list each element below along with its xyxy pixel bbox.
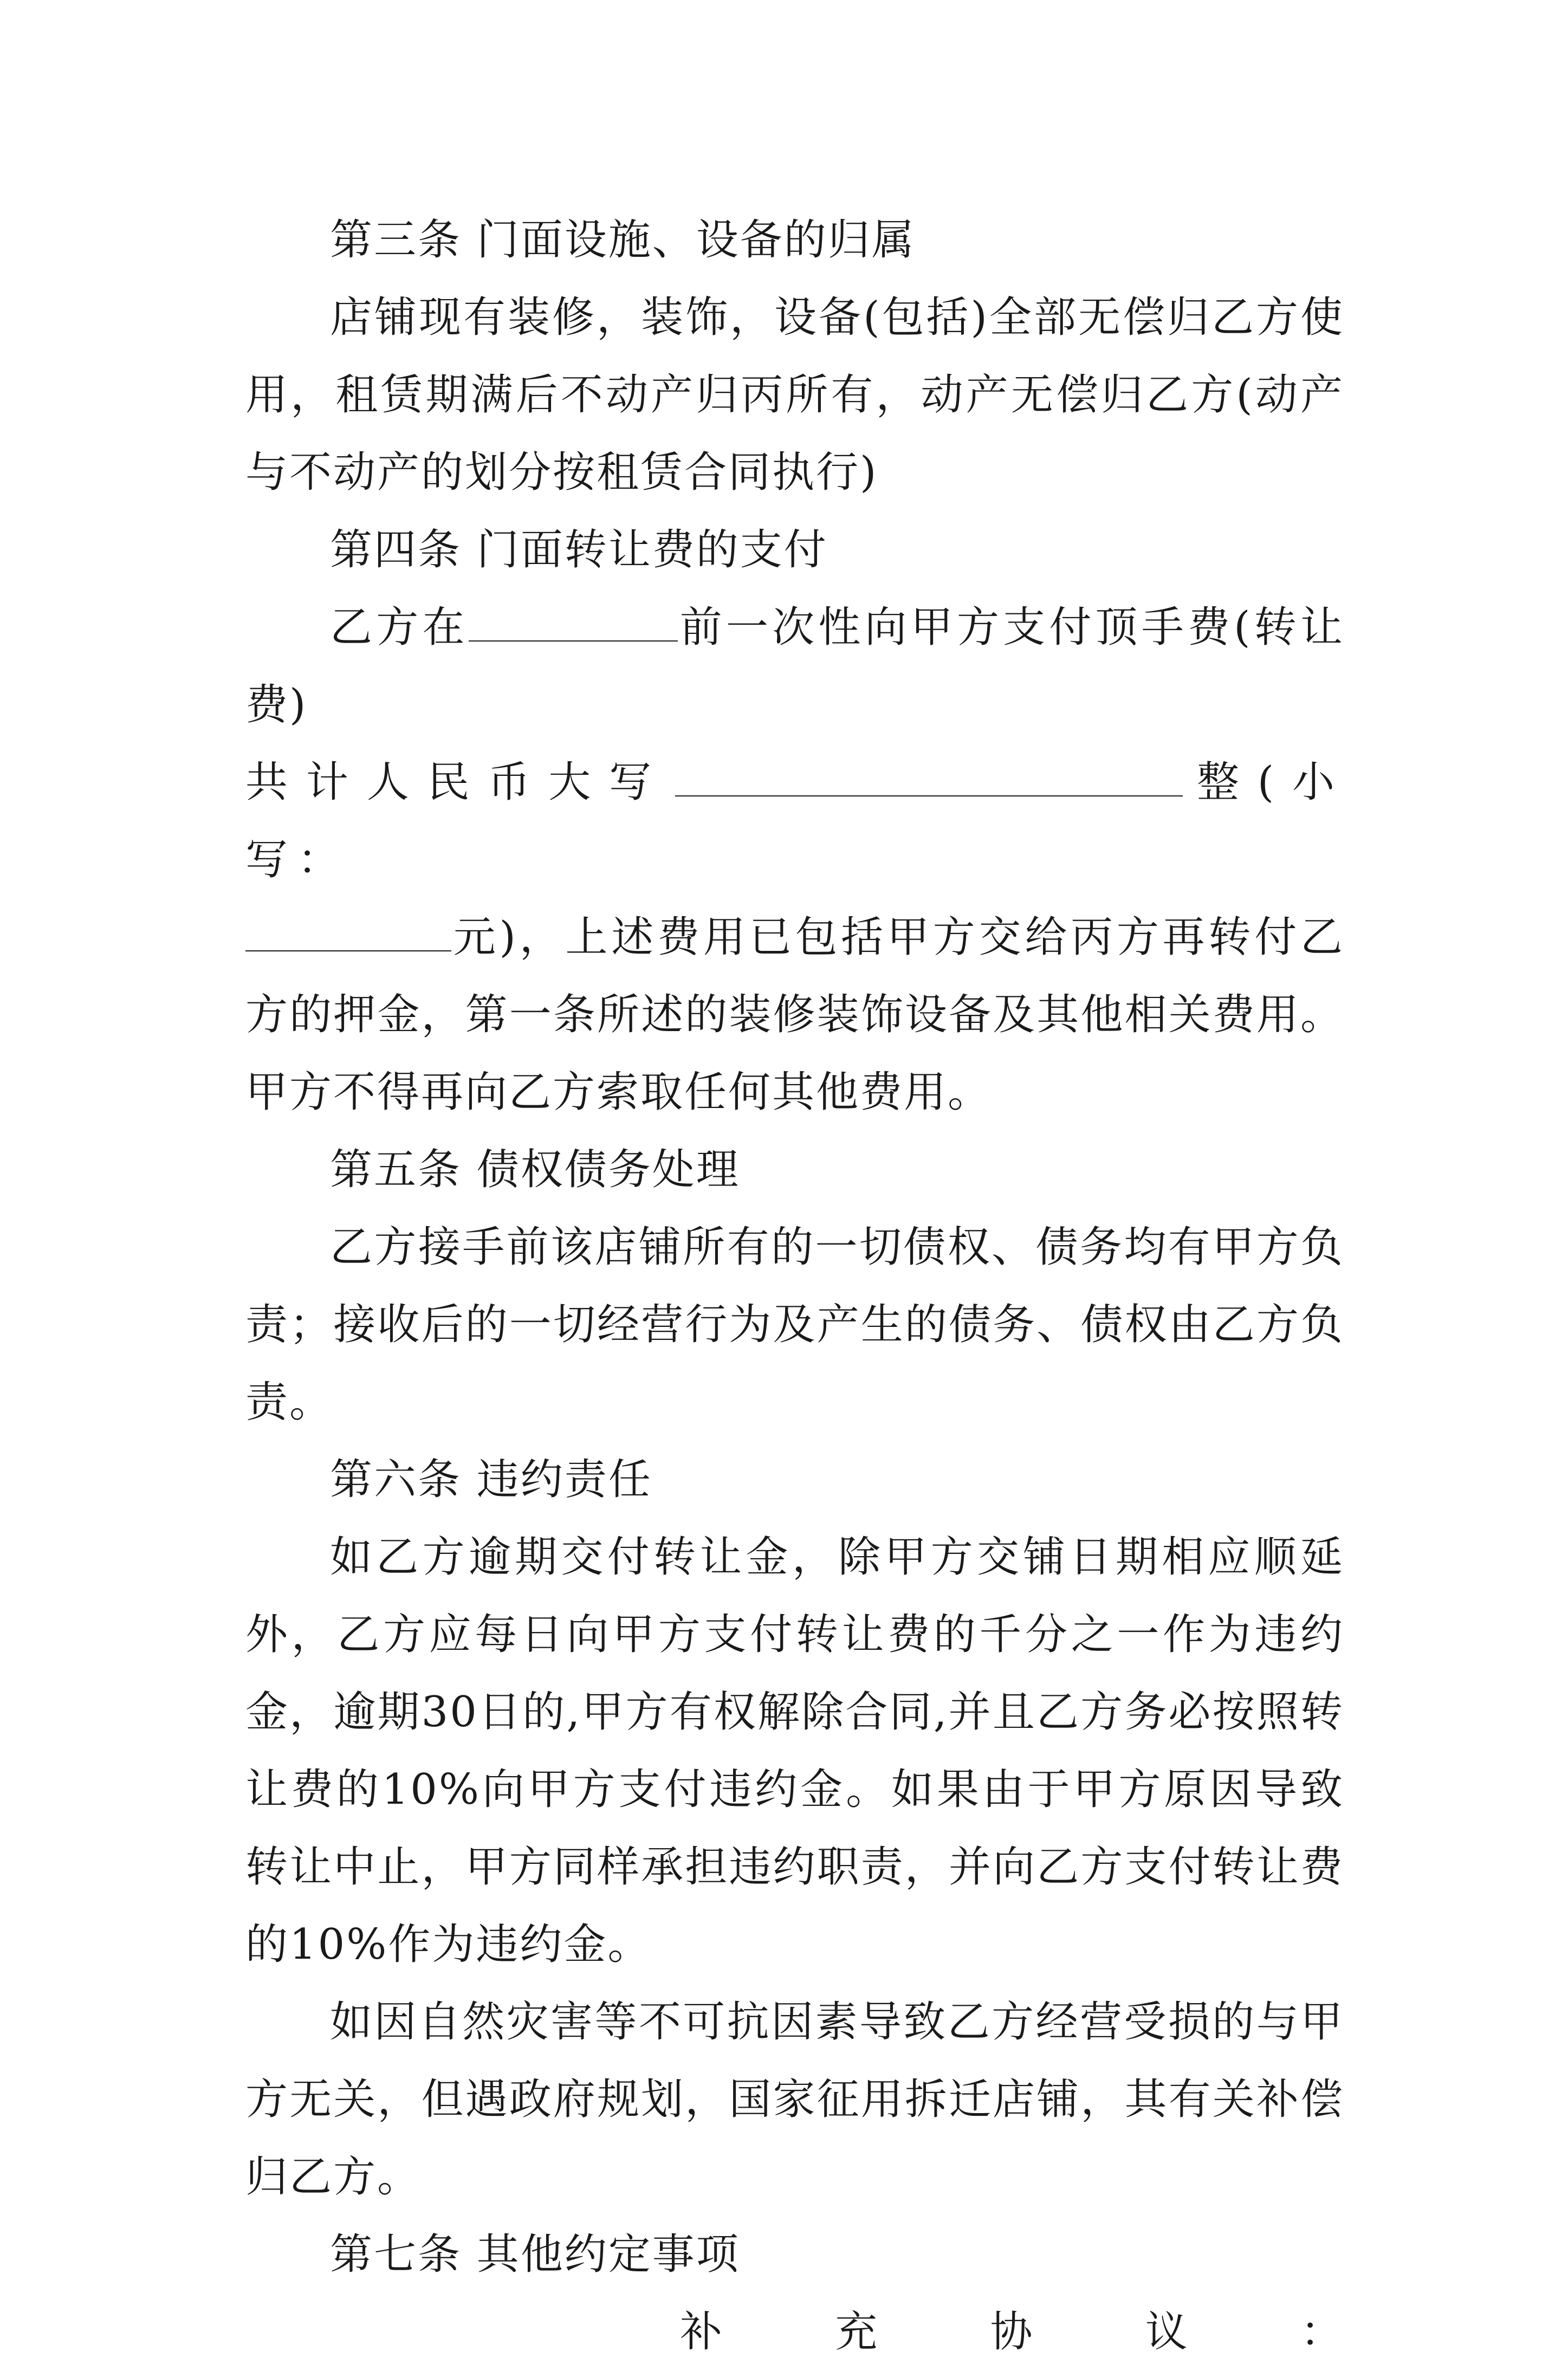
article-6-body-1: 如乙方逾期交付转让金，除甲方交铺日期相应顺延外，乙方应每日向甲方支付转让费的千分之一作为违约金，逾期30日的,甲方有权解除合同,并且乙方务必按照转让费的10%向甲方支付违约金。如果由于甲方原因导致转让中止，甲方同样承担违约职责，并向乙方支付转让费的10%作为违约金。 — [245, 1533, 1344, 1969]
supplementary-agreement-label — [245, 2294, 1344, 2371]
article-4-text-1b: 前一次性向甲方支付顶手费(转让费) — [245, 603, 1344, 729]
supp-char: 协 — [990, 2308, 1034, 2356]
payment-date-blank[interactable] — [469, 607, 678, 642]
article-4-title: 第四条 门面转让费的支付 — [330, 526, 828, 574]
article-5-body: 乙方接手前该店铺所有的一切债权、债务均有甲方负责；接收后的一切经营行为及产生的债务、债权由乙方负责。 — [245, 1223, 1344, 1427]
article-4-text-3b: 元)，上述费用已包括甲方交给丙方再转付乙方的押金，第一条所述的装修装饰设备及其他相关费用。甲方不得再向乙方索取任何其他费用。 — [245, 913, 1344, 1117]
article-4-text-2b: 整(小写： — [245, 758, 1344, 884]
article-6-body-2: 如因自然灾害等不可抗因素导致乙方经营受损的与甲方无关，但遇政府规划，国家征用拆迁店铺，其有关补偿归乙方。 — [245, 1998, 1344, 2201]
amount-in-figures-blank[interactable] — [245, 917, 451, 951]
supp-char: ： — [1300, 2308, 1344, 2356]
article-7-title: 第七条 其他约定事项 — [330, 2230, 740, 2279]
article-4-text-1a: 乙方在 — [330, 603, 469, 652]
supp-char: 补 — [680, 2308, 724, 2356]
supp-char: 充 — [835, 2308, 879, 2356]
document-body — [245, 202, 1344, 2371]
article-3-body: 店铺现有装修，装饰，设备(包括)全部无偿归乙方使用，租赁期满后不动产归丙所有，动产无偿归乙方(动产与不动产的划分按租赁合同执行) — [245, 293, 1344, 497]
article-5-title: 第五条 债权债务处理 — [330, 1145, 740, 1194]
article-4-paragraph — [245, 589, 1344, 1131]
article-6-title: 第六条 违约责任 — [330, 1455, 652, 1504]
amount-in-words-blank[interactable] — [675, 762, 1183, 796]
supp-char: 议 — [1145, 2308, 1189, 2356]
article-4-text-2a: 共计人民币大写 — [245, 758, 670, 807]
article-3-title: 第三条 门面设施、设备的归属 — [330, 216, 916, 264]
